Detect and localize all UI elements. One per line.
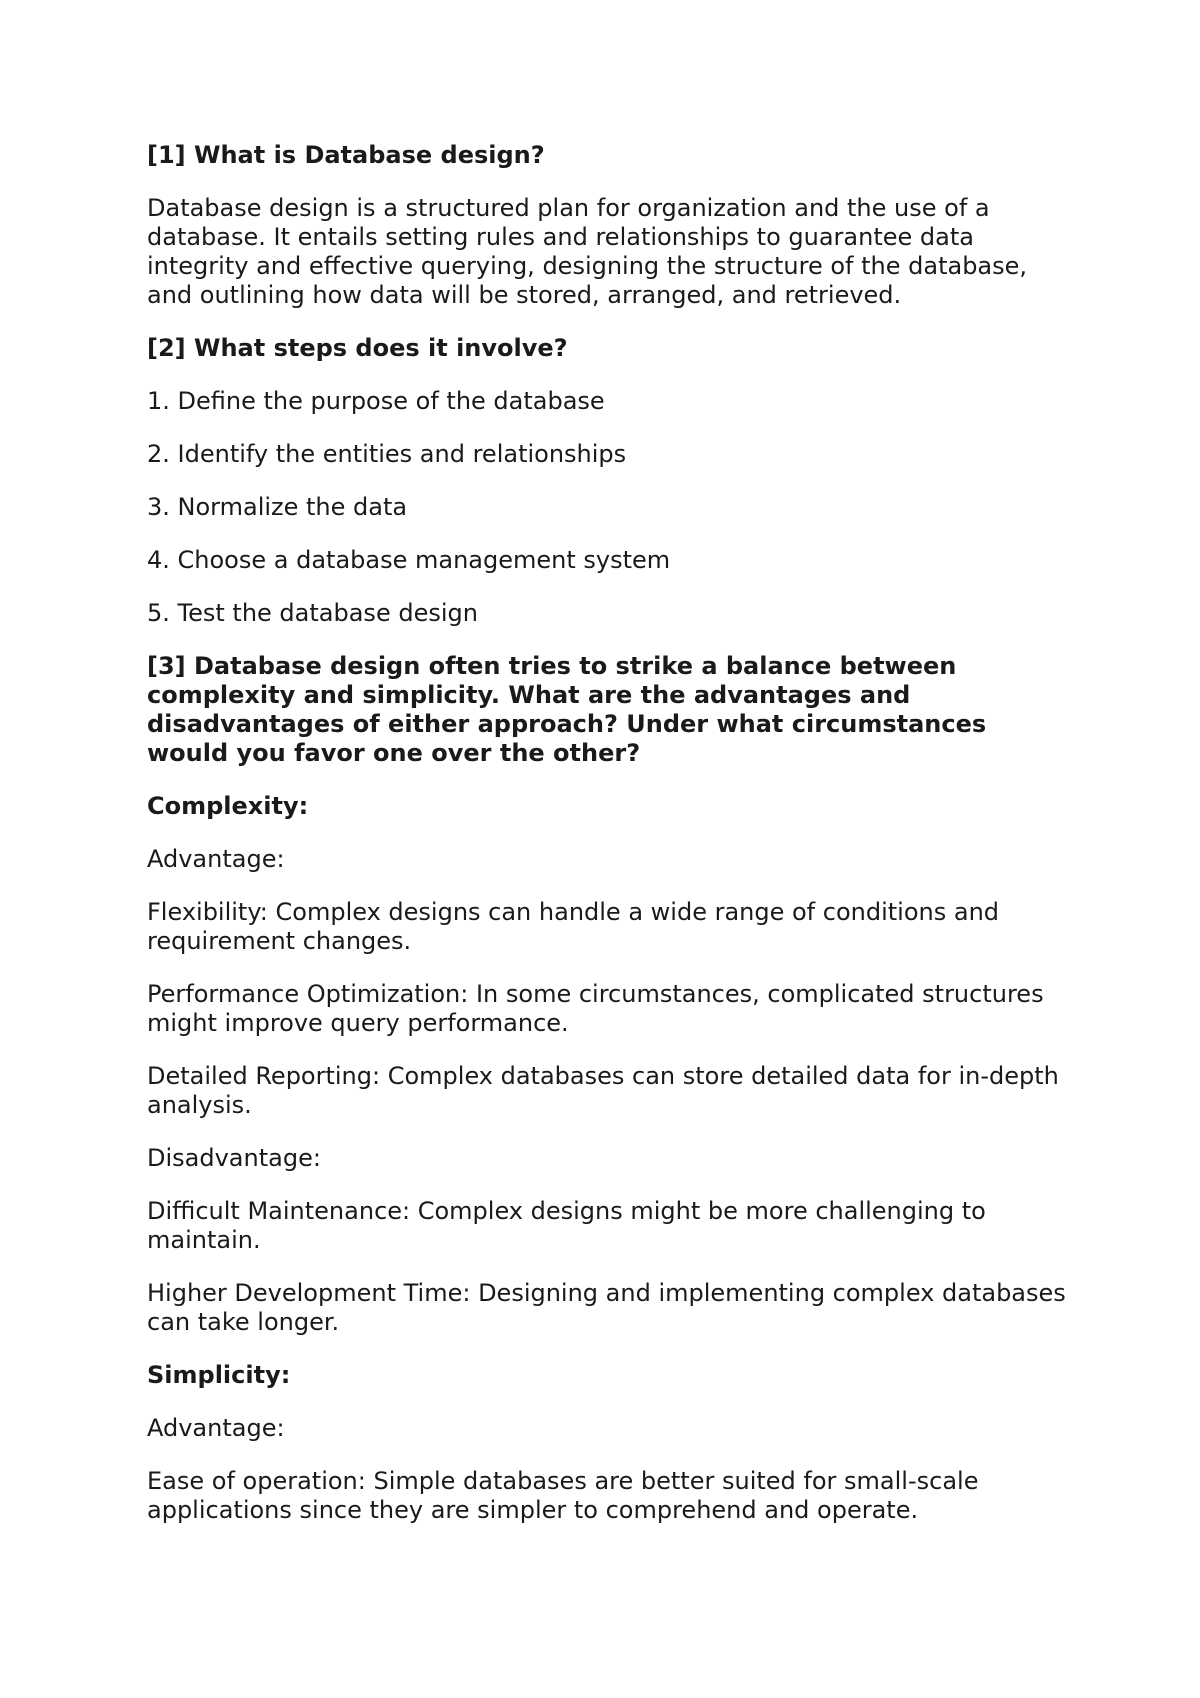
simplicity-advantage-item: Ease of operation: Simple databases are better suited for small-scale applications since they are simpler to comprehend and operate. — [147, 1467, 979, 1524]
step-item: 1. Define the purpose of the database — [147, 387, 605, 415]
question-1-answer: Database design is a structured plan for organization and the use of a database. It entails setting rules and relationships to guarantee data integrity and effective querying, designing the structure of the database, and outlining how data will be stored, arranged, and retrieved. — [147, 194, 1028, 309]
step-item: 2. Identify the entities and relationships — [147, 440, 627, 468]
simplicity-advantage-label: Advantage: — [147, 1414, 285, 1442]
complexity-advantage-item: Flexibility: Complex designs can handle a wide range of conditions and requirement changes. — [147, 898, 1000, 955]
complexity-disadvantage-item: Difficult Maintenance: Complex designs might be more challenging to maintain. — [147, 1197, 986, 1254]
complexity-disadvantage-label: Disadvantage: — [147, 1144, 321, 1172]
complexity-heading: Complexity: — [147, 792, 309, 820]
complexity-advantage-item: Performance Optimization: In some circumstances, complicated structures might improve query performance. — [147, 980, 1044, 1037]
document-page — [147, 141, 1067, 1549]
question-2-heading: [2] What steps does it involve? — [147, 334, 568, 362]
step-item: 4. Choose a database management system — [147, 546, 671, 574]
question-3-heading: [3] Database design often tries to strike a balance between complexity and simplicity. What are the advantages and disadvantages of either approach? Under what circumstances would you favor one over the other? — [147, 652, 987, 767]
step-item: 3. Normalize the data — [147, 493, 408, 521]
complexity-advantage-item: Detailed Reporting: Complex databases can store detailed data for in-depth analysis. — [147, 1062, 1059, 1119]
complexity-disadvantage-item: Higher Development Time: Designing and implementing complex databases can take longer. — [147, 1279, 1066, 1336]
simplicity-heading: Simplicity: — [147, 1361, 291, 1389]
complexity-advantage-label: Advantage: — [147, 845, 285, 873]
step-item: 5. Test the database design — [147, 599, 478, 627]
question-1-heading: [1] What is Database design? — [147, 141, 545, 169]
